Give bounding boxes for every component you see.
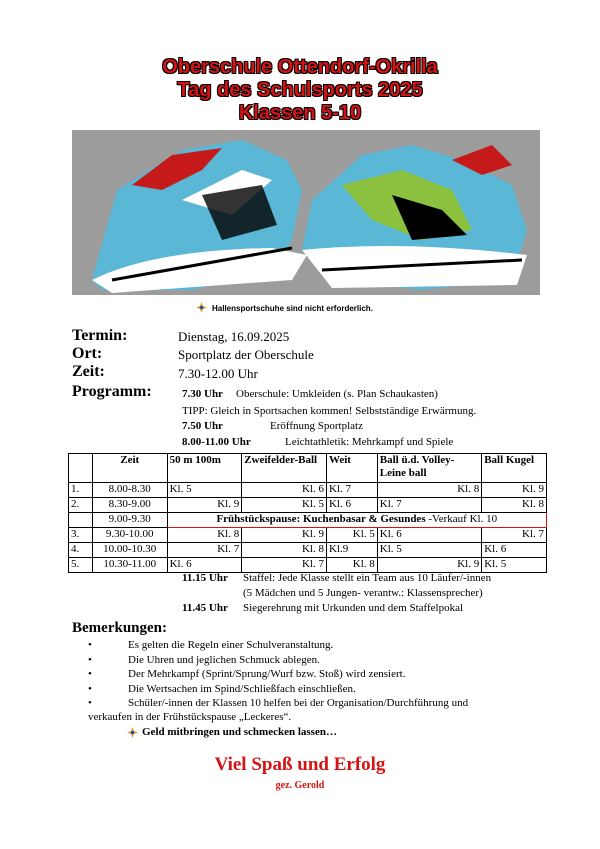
program-text-2: Eröffnung Sportplatz	[270, 420, 363, 432]
list-item: • Schüler/-innen der Klassen 10 helfen bei der Organisation/Durchführung und	[88, 696, 518, 711]
bullet-star-icon	[127, 727, 138, 738]
pause-rest: -Verkauf Kl. 10	[425, 513, 498, 525]
pause-bold: Frühstückspause: Kuchenbasar & Gesundes	[216, 513, 426, 525]
header-sprint: 50 m 100m	[167, 454, 242, 483]
list-item: • Es gelten die Regeln einer Schulveranstaltung.	[88, 638, 518, 653]
pause-cell	[167, 513, 546, 528]
staffel-text-2: (5 Mädchen und 5 Jungen- verantw.: Klassensprecher)	[243, 587, 483, 599]
remarks-title: Bemerkungen:	[72, 620, 167, 636]
table-header-row	[69, 454, 547, 483]
header-line-1: Oberschule Ottendorf-Okrilla	[162, 56, 438, 78]
sneakers-illustration	[72, 130, 540, 295]
zeit-label: Zeit:	[72, 363, 105, 380]
list-item: • Die Uhren und jeglichen Schmuck ablegen.	[88, 653, 518, 668]
header-line-2: Tag des Schulsports 2025	[177, 79, 423, 101]
slogan: Viel Spaß und Erfolg	[214, 754, 386, 775]
header-zeit: Zeit	[92, 454, 167, 483]
header-weit: Weit	[326, 454, 377, 483]
staffel-time: 11.15 Uhr	[182, 572, 228, 584]
siegerehrung-time: 11.45 Uhr	[182, 602, 228, 614]
list-item: • Die Wertsachen im Spind/Schließfach einschließen.	[88, 682, 518, 697]
program-time-3: 8.00-11.00 Uhr	[182, 436, 251, 448]
program-time-1: 7.30 Uhr	[182, 388, 223, 400]
pause-time: 9.00-9.30	[92, 513, 167, 528]
program-text-1: Oberschule: Umkleiden (s. Plan Schaukasten)	[236, 388, 438, 400]
signature: gez. Gerold	[275, 780, 325, 791]
bullet-star-icon	[196, 302, 207, 313]
header-ball-leine: Ball ü.d. Volley-Leine ball	[377, 454, 481, 483]
termin-label: Termin:	[72, 327, 128, 344]
table-row: 5. 10.30-11.00 Kl. 6 Kl. 7 Kl. 8 Kl. 9 Kl. 5	[69, 558, 547, 573]
program-text-3: Leichtathletik: Mehrkampf und Spiele	[285, 436, 454, 448]
table-row: 1. 8.00-8.30 Kl. 5 Kl. 6 Kl. 7 Kl. 8 Kl. 9	[69, 483, 547, 498]
shoe-note: Hallensportschuhe sind nicht erforderlich.	[212, 304, 373, 313]
staffel-text: Staffel: Jede Klasse stellt ein Team aus 10 Läufer/-innen	[243, 572, 492, 584]
header-zweifelder: Zweifelder-Ball	[242, 454, 327, 483]
header-kugel: Ball Kugel	[482, 454, 547, 483]
termin-value: Dienstag, 16.09.2025	[178, 329, 290, 344]
table-row: 4. 10.00-10.30 Kl. 7 Kl. 8 Kl.9 Kl. 5 Kl. 6	[69, 543, 547, 558]
ort-label: Ort:	[72, 345, 103, 362]
bring-money-text: Geld mitbringen und schmecken lassen…	[142, 726, 337, 738]
pause-row	[69, 513, 547, 528]
siegerehrung-text: Siegerehrung mit Urkunden und dem Staffelpokal	[243, 602, 464, 614]
header-line-3: Klassen 5-10	[238, 102, 362, 124]
table-row: 2. 8.30-9.00 Kl. 9 Kl. 5 Kl. 6 Kl. 7 Kl. 8	[69, 498, 547, 513]
table-row: 3. 9.30-10.00 Kl. 8 Kl. 9 Kl. 5 Kl. 6 Kl. 7	[69, 528, 547, 543]
zeit-value: 7.30-12.00 Uhr	[178, 366, 258, 381]
schedule-table	[68, 453, 547, 573]
ort-value: Sportplatz der Oberschule	[178, 347, 314, 362]
list-item: • Der Mehrkampf (Sprint/Sprung/Wurf bzw. Stoß) wird zensiert.	[88, 667, 518, 682]
programm-label: Programm:	[72, 383, 152, 400]
remarks-continuation: verkaufen in der Frühstückspause „Leckeres“.	[88, 711, 292, 723]
remarks-list	[88, 638, 518, 711]
program-time-2: 7.50 Uhr	[182, 420, 223, 432]
program-tipp: TIPP: Gleich in Sportsachen kommen! Selbstständige Erwärmung.	[182, 405, 477, 417]
